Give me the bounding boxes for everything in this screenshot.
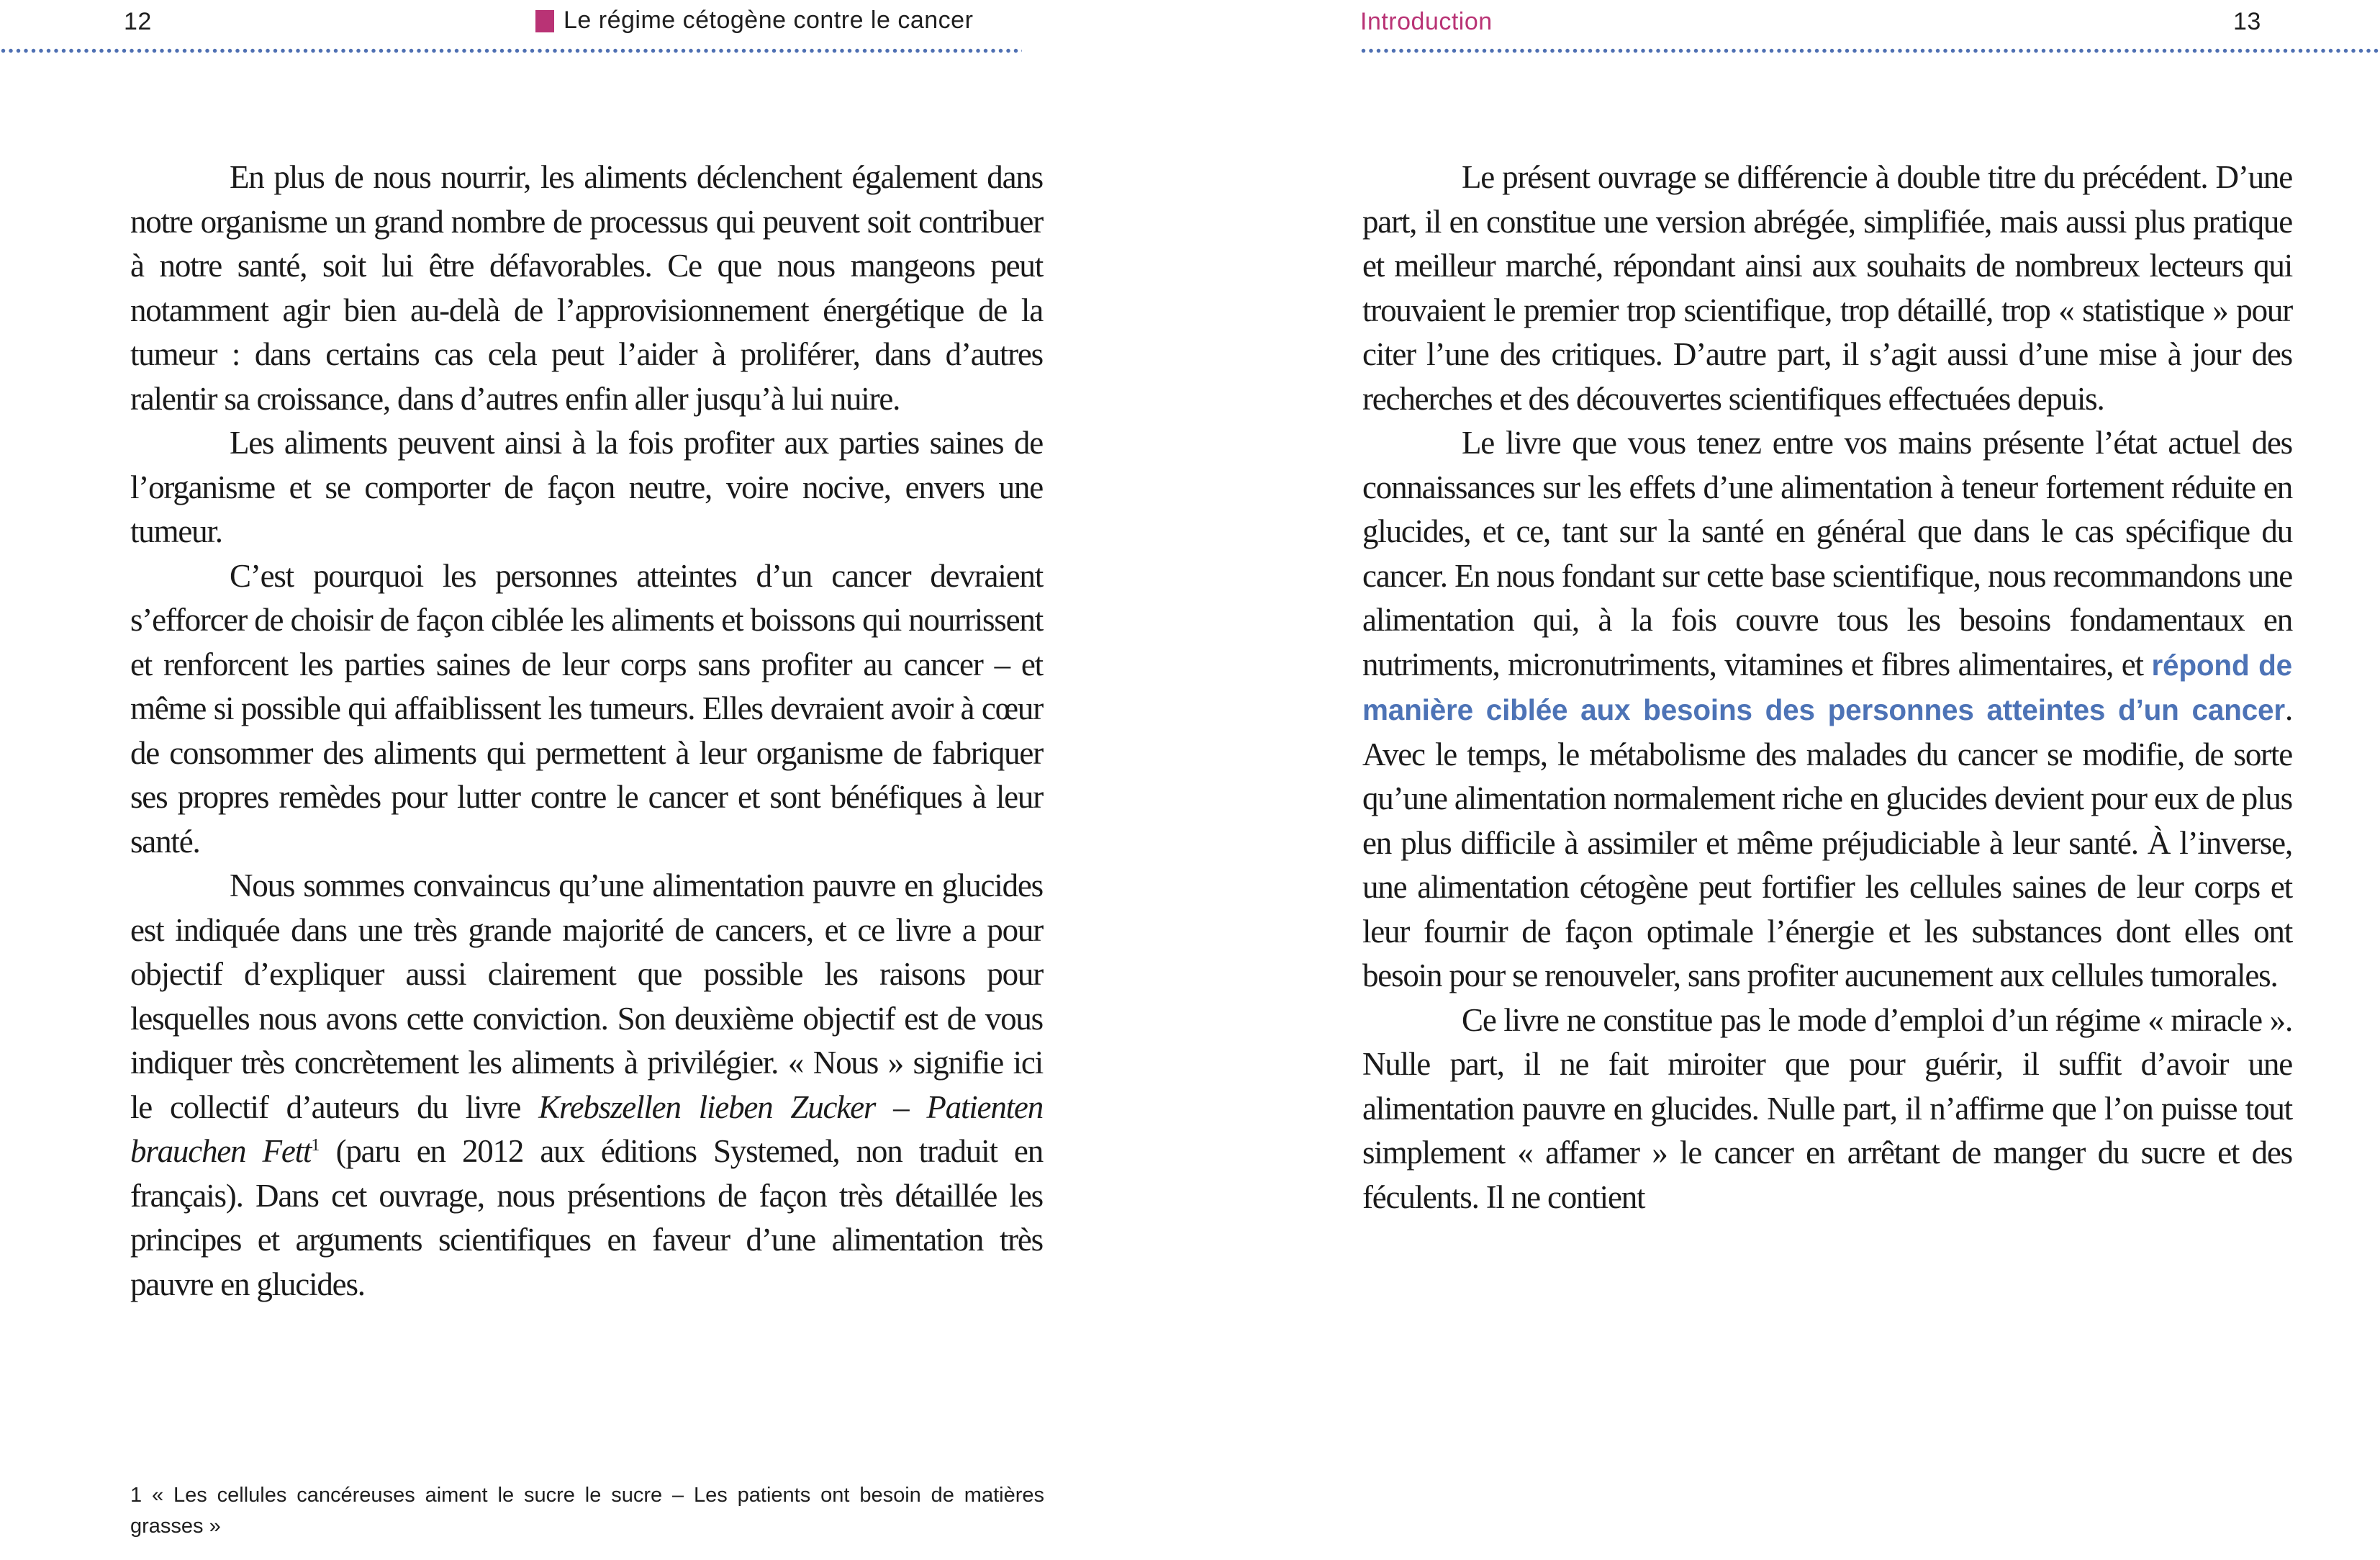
body-text-left <box>130 155 1043 1307</box>
book-title: Le régime cétogène contre le cancer <box>564 6 974 34</box>
dotted-divider-right <box>1360 48 2380 54</box>
page-right <box>1190 0 2380 1560</box>
paragraph: Le présent ouvrage se différencie à double titre du précédent. D’une part, il en constitue une version abrégée, simplifiée, mais aussi plus pratique et meilleur marché, répondant ainsi aux souhaits de nombreux lecteurs qui trouvaient le premier trop scientifique, trop détaillé, trop « statistique » pour citer l’une des critiques. D’autre part, il s’agit aussi d’une mise à jour des recherches et des découvertes scientifiques effectuées depuis. <box>1362 159 2292 417</box>
paragraph: C’est pourquoi les personnes atteintes d’un cancer devraient s’efforcer de choisir de façon ciblée les aliments et boissons qui nourrissent et renforcent les parties saines de leur corps sans profiter au cancer – et même si possible qui affaiblissent les tumeurs. Elles devraient avoir à cœur de consommer des aliments qui permettent à leur organisme de fabriquer ses propres remèdes pour lutter contre le cancer et sont bénéfiques à leur santé. <box>130 557 1043 860</box>
running-head-left <box>535 6 973 35</box>
body-text-right <box>1362 155 2292 1219</box>
dotted-divider-left <box>0 48 1022 54</box>
section-marker-icon <box>535 10 554 32</box>
paragraph: En plus de nous nourrir, les aliments déclenchent également dans notre organisme un grand nombre de processus qui peuvent soit contribuer à notre santé, soit lui être défavorables. Ce que nous mangeons peut notamment agir bien au-delà de l’approvisionnement énergétique de la tumeur : dans certains cas cela peut l’aider à proliférer, dans d’autres ralentir sa croissance, dans d’autres enfin aller jusqu’à lui nuire. <box>130 159 1043 417</box>
paragraph: Nous sommes convaincus qu’une alimentation pauvre en glucides est indiquée dans une très grande majorité de cancers, et ce livre a pour objectif d’expliquer aussi clairement que possible les raisons pour lesquelles nous avons cette conviction. Son deuxième objectif est de vous indiquer très concrètement les aliments à privilégier. « Nous » signifie ici le collectif d’auteurs du livre Krebszellen lieben Zucker – Patienten brauchen Fett$^1$ (paru en 2012 aux éditions Systemed, non traduit en français). Dans cet ouvrage, nous présentions de façon très détaillée les principes et arguments scientifiques en faveur d’une alimentation très pauvre en glucides. <box>130 867 1043 1302</box>
paragraph: Ce livre ne constitue pas le mode d’emploi d’un régime « miracle ». Nulle part, il ne fait miroiter que pour guérir, il suffit d’avoir une alimentation pauvre en glucides. Nulle part, il n’affirme que l’on puisse tout simplement « affamer » le cancer en arrêtant de manger du sucre et des féculents. Il ne contient <box>1362 1001 2292 1215</box>
footnote: 1 « Les cellules cancéreuses aiment le sucre le sucre – Les patients ont besoin de matières grasses » <box>130 1484 1044 1538</box>
paragraph: Les aliments peuvent ainsi à la fois profiter aux parties saines de l’organisme et se comporter de façon neutre, voire nocive, envers une tumeur. <box>130 425 1043 549</box>
page-number-right: 13 <box>2233 8 2261 35</box>
page-number-left: 12 <box>124 8 152 35</box>
paragraph: Le livre que vous tenez entre vos mains présente l’état actuel des connaissances sur les effets d’une alimentation à teneur fortement réduite en glucides, et ce, tant sur la santé en général que dans le cas spécifique du cancer. En nous fondant sur cette base scientifique, nous recommandons une alimentation qui, à la fois couvre tous les besoins fondamentaux en nutriments, micronutriments, vitamines et fibres alimentaires, et répond de manière ciblée aux besoins des personnes atteintes d’un cancer. Avec le temps, le métabolisme des malades du cancer se modifie, de sorte qu’une alimentation normalement riche en glucides devient pour eux de plus en plus difficile à assimiler et même préjudiciable à leur santé. À l’inverse, une alimentation cétogène peut fortifier les cellules saines de leur corps et leur fournir de façon optimale l’énergie et les substances dont elles ont besoin pour se renouveler, sans profiter aucunement aux cellules tumorales. <box>1362 425 2292 993</box>
chapter-title: Introduction <box>1360 8 1493 35</box>
